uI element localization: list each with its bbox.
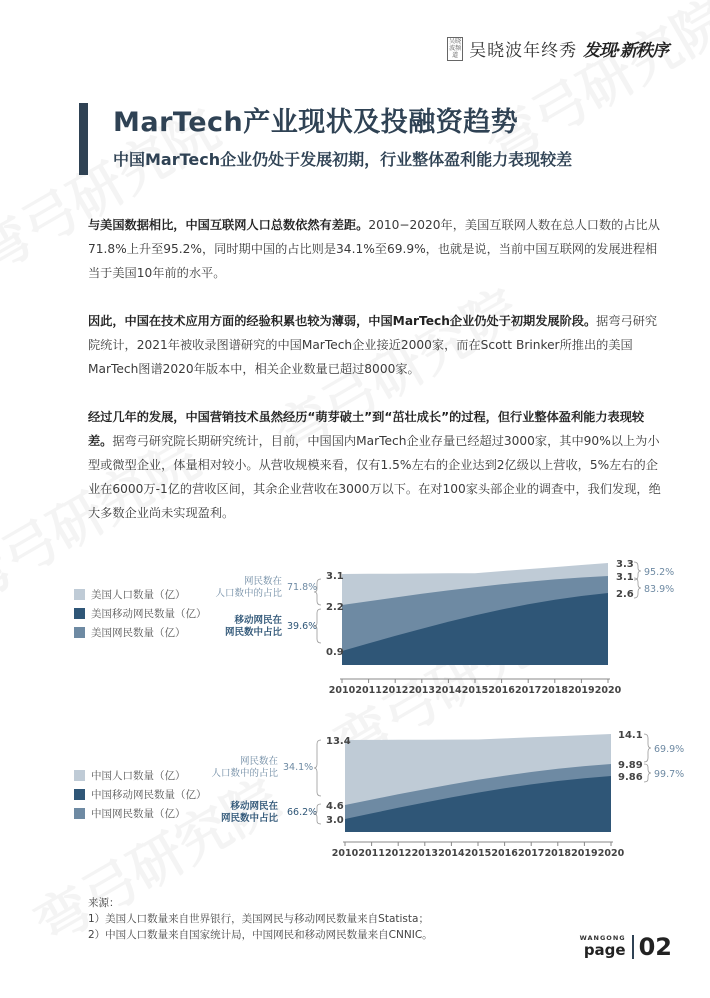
legend-label: 美国人口数量（亿） [91,589,186,601]
page-title: MarTech产业现状及投融资趋势 [113,107,519,138]
value-label: 9.89 [618,760,643,771]
legend-swatch [74,589,85,600]
annotation-value: 39.6% [287,621,318,632]
x-tick-label: 2015 [461,685,489,696]
chart-2-legend [74,766,207,823]
brace [314,609,321,643]
paragraph-2-lead: 因此，中国在技术应用方面的经验积累也较为薄弱，中国MarTech企业仍处于初期发展阶段。 [88,314,597,328]
value-label: 9.86 [618,772,643,783]
paragraph-1-lead: 与美国数据相比，中国互联网人口总数依然有差距。 [88,218,369,232]
value-label: 3.0 [326,815,344,826]
x-tick-label: 2018 [544,848,572,859]
page-divider [632,935,634,959]
annotation-label: 网民数在 [243,576,282,587]
source-notes [88,895,433,943]
legend-label: 中国移动网民数量（亿） [91,789,207,801]
annotation-value: 34.1% [283,762,314,773]
brand-slogan: 发现·新秩序 [583,41,668,61]
value-label: 3.1 [616,572,634,583]
value-label: 2.6 [616,589,634,600]
x-tick-label: 2019 [571,848,598,859]
legend-swatch [74,608,85,619]
title-accent-bar [79,103,88,175]
legend-item [74,785,207,804]
x-tick-label: 2011 [355,685,382,696]
paragraph-3-lead: 经过几年的发展，中国营销技术虽然经历“萌芽破土”到“茁壮成长”的过程，但行业整体盈利能力表现较差。 [88,410,645,448]
brace [314,740,321,796]
percent-label: 95.2% [644,567,675,578]
brace [634,578,641,598]
x-tick-label: 2012 [381,685,409,696]
x-ticks [332,842,625,859]
value-label: 2.2 [326,602,344,613]
annotation-label: 移动网民在 [230,801,278,812]
page-number [580,934,672,959]
annotation-label: 网民数中占比 [220,813,278,824]
top-brand [447,36,668,61]
brand-logo: 吴晓波频道 [449,37,462,59]
paragraph-2 [88,309,664,381]
x-tick-label: 2016 [491,848,518,859]
brace [644,734,651,762]
x-tick-label: 2017 [517,848,545,859]
source-heading: 来源： [88,897,120,909]
legend-label: 中国网民数量（亿） [91,808,186,820]
brace [634,562,641,580]
annotation-label: 网民数在 [239,756,278,767]
chart-china-internet [200,720,700,870]
paragraph-1-body: 2010−2020年，美国互联网人数在总人口数的占比从71.8%上升至95.2%，同时期中国的占比则是34.1%至69.9%，也就是说，当前中国互联网的发展进程相当于美国10年前的水平。 [88,218,660,280]
chart-us-internet [200,545,700,705]
annotation-label: 人口数中的占比 [211,768,278,779]
legend-item [74,804,207,823]
value-label: 4.6 [326,801,344,812]
legend-label: 美国移动网民数量（亿） [91,608,207,620]
page-num: 02 [638,933,672,961]
page-subtitle: 中国MarTech企业仍处于发展初期，行业整体盈利能力表现较差 [113,150,573,169]
annotation-label: 网民数中占比 [224,627,282,638]
x-tick-label: 2020 [594,685,622,696]
value-label: 13.4 [326,736,351,747]
x-tick-label: 2017 [514,685,542,696]
percent-label: 99.7% [654,769,685,780]
value-label: 14.1 [618,730,643,741]
paragraph-1 [88,213,664,285]
page-label [580,934,626,959]
x-tick-label: 2014 [435,685,462,696]
legend-label: 中国人口数量（亿） [91,770,186,782]
x-tick-label: 2020 [597,848,625,859]
page-brand: WANGONG [579,934,626,942]
annotation-label: 移动网民在 [234,615,282,626]
source-item-2: 2）中国人口数量来自国家统计局，中国网民和移动网民数量来自CNNIC。 [88,929,433,941]
x-ticks [329,679,622,696]
annotation-value: 71.8% [287,582,318,593]
value-label: 3.3 [616,559,634,570]
x-tick-label: 2013 [411,848,439,859]
value-label: 0.9 [326,647,344,658]
x-tick-label: 2015 [464,848,492,859]
percent-label: 69.9% [654,744,685,755]
x-tick-label: 2010 [331,848,359,859]
legend-swatch [74,808,85,819]
x-tick-label: 2019 [568,685,595,696]
legend-swatch [74,627,85,638]
page-word: page [583,941,626,959]
brace [644,764,651,782]
paragraph-3 [88,405,664,525]
legend-swatch [74,789,85,800]
annotation-value: 66.2% [287,807,318,818]
source-item-1: 1）美国人口数量来自世界银行，美国网民与移动网民数量来自Statista； [88,913,429,925]
x-tick-label: 2016 [488,685,515,696]
paragraph-2-body: 据弯弓研究院统计，2021年被收录图谱研究的中国MarTech企业接近2000家，而在Scott Brinker所推出的美国MarTech图谱2020年版本中，相关企业数量已超过8000家。 [88,314,658,376]
x-tick-label: 2011 [358,848,385,859]
legend-swatch [74,770,85,781]
chart-1-legend [74,585,207,642]
legend-item [74,623,207,642]
percent-label: 83.9% [644,584,675,595]
legend-item [74,766,207,785]
legend-item [74,604,207,623]
legend-label: 美国网民数量（亿） [91,627,186,639]
value-label: 3.1 [326,571,344,582]
annotation-label: 人口数中的占比 [215,588,282,599]
legend-item [74,585,207,604]
x-tick-label: 2010 [328,685,356,696]
paragraph-3-body: 据弯弓研究院长期研究统计，目前，中国国内MarTech企业存量已经超过3000家，其中90%以上为小型或微型企业，体量相对较小。从营收规模来看，仅有1.5%左右的企业达到2亿级以上营收，5%左右的企业在6000万-1亿的营收区间，其余企业营收在3000万以下。在对100家头部企业的调查中，我们发现，绝大多数企业尚未实现盈利。 [88,434,661,520]
x-tick-label: 2013 [408,685,436,696]
x-tick-label: 2014 [438,848,465,859]
brand-title: 吴晓波年终秀 [469,41,578,61]
x-tick-label: 2018 [541,685,569,696]
x-tick-label: 2012 [384,848,412,859]
